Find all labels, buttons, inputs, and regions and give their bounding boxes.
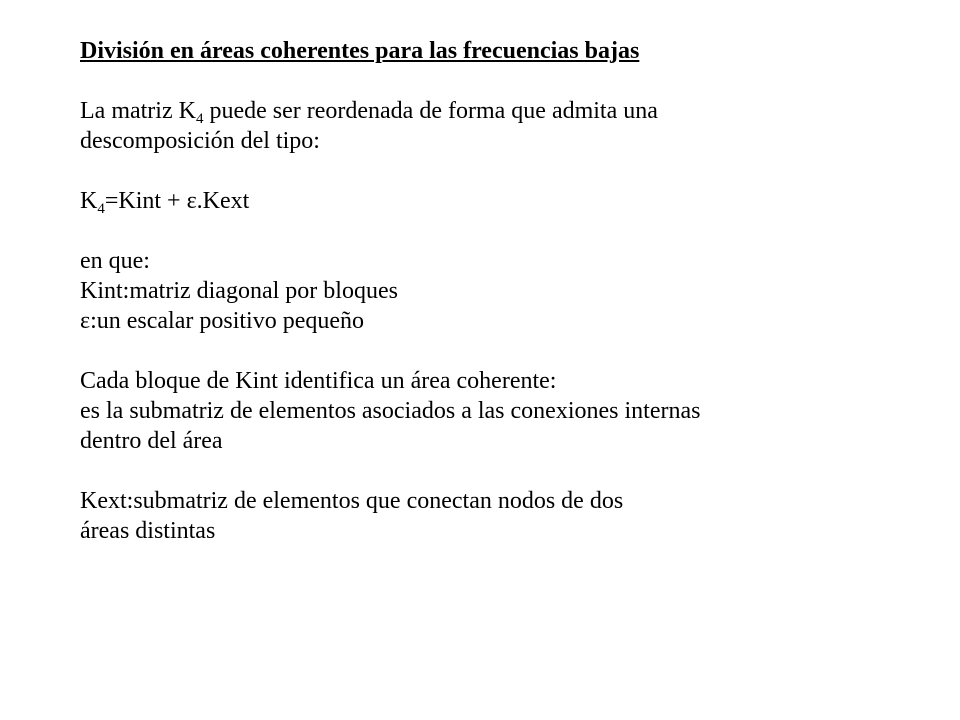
block-description-line-1: Cada bloque de Kint identifica un área coherente: — [80, 368, 557, 394]
equation-rhs: =Kint + ε.Kext — [104, 188, 250, 214]
slide-content — [80, 36, 940, 546]
intro-line-2: descomposición del tipo: — [80, 128, 320, 154]
kext-description-line-2: áreas distintas — [80, 518, 216, 544]
spacer — [80, 156, 940, 186]
spacer — [80, 216, 940, 246]
kext-description-line-1: Kext:submatriz de elementos que conectan nodos de dos — [80, 488, 624, 514]
intro-line-1 — [80, 96, 940, 126]
spacer — [80, 66, 940, 96]
equation-subscript: 4 — [97, 201, 105, 217]
equation-lhs: K — [80, 188, 98, 214]
definitions-header: en que: — [80, 248, 150, 274]
block-description-line-3: dentro del área — [80, 428, 223, 454]
definition-kint: Kint:matriz diagonal por bloques — [80, 278, 398, 304]
definition-epsilon: ε:un escalar positivo pequeño — [80, 308, 365, 334]
page-title: División en áreas coherentes para las frecuencias bajas — [80, 38, 640, 64]
intro-subscript: 4 — [195, 111, 204, 127]
block-description-line-2: es la submatriz de elementos asociados a las conexiones internas — [80, 398, 701, 424]
equation — [80, 186, 940, 216]
intro-text-after: puede ser reordenada de forma que admita una — [203, 98, 658, 124]
intro-text-before: La matriz K — [80, 98, 196, 124]
spacer — [80, 456, 940, 486]
spacer — [80, 336, 940, 366]
